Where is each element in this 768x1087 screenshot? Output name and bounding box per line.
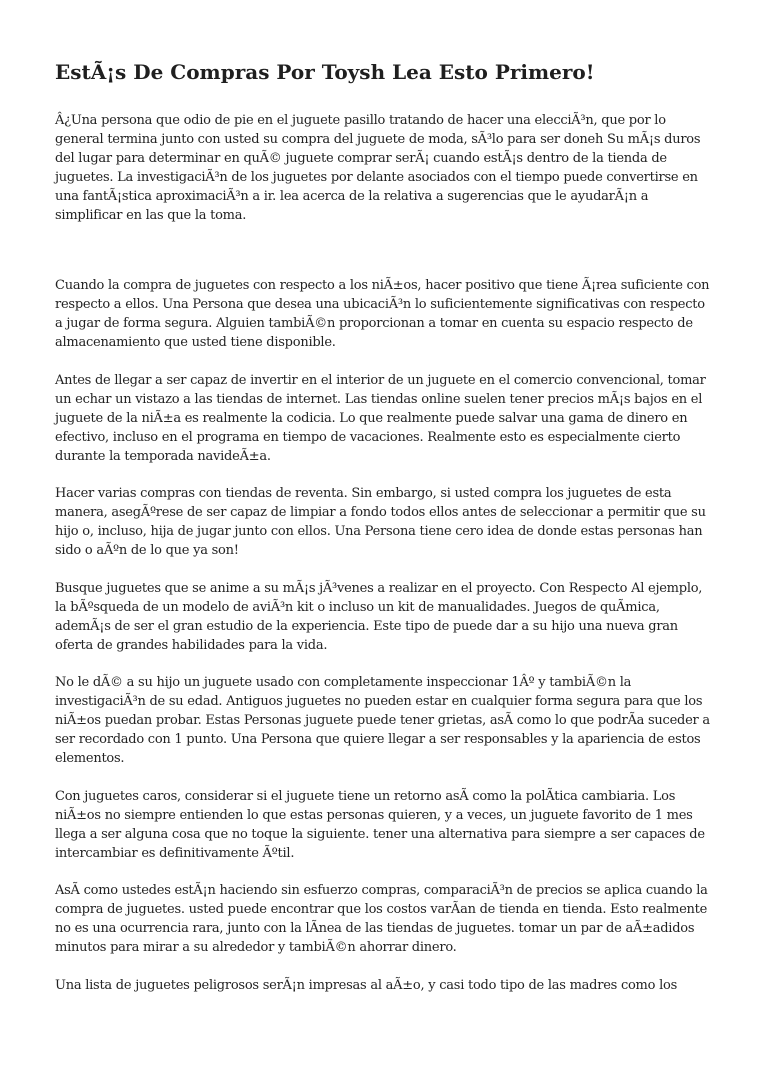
paragraph: AsÃ como ustedes estÃ¡n haciendo sin esfuerzo compras, comparaciÃ³n de precios se aplica cuando la compra de juguetes. usted puede encontrar que los costos varÃan de tienda en tienda. Esto realmente no es una ocurrencia rara, junto con la lÃnea de las tiendas de juguetes. tomar un par de aÃ±adidos minutos para mirar a su alrededor y tambiÃ©n ahorrar dinero. [55, 883, 708, 956]
paragraph: Hacer varias compras con tiendas de reventa. Sin embargo, si usted compra los juguetes de esta manera, asegÃºrese de ser capaz de limpiar a fondo todos ellos antes de seleccionar a permitir que su hijo o, incluso, hija de jugar junto con ellos. Una Persona tiene cero idea de donde estas personas han sido o aÃºn de lo que ya son! [55, 486, 706, 559]
paragraph: Con juguetes caros, considerar si el juguete tiene un retorno asÃ como la polÃtica cambiaria. Los niÃ±os no siempre entienden lo que estas personas quieren, y a veces, un juguete favorito de 1 mes llega a ser alguna cosa que no toque la siguiente. tener una alternativa para siempre a ser capaces de intercambiar es definitivamente Ãºtil. [55, 788, 705, 861]
paragraph-intro: Â¿Una persona que odio de pie en el juguete pasillo tratando de hacer una elecciÃ³n, que por lo general termina junto con usted su compra del juguete de moda, sÃ³lo para ser doneh Su mÃ¡s duros del lugar para determinar en quÃ© juguete comprar serÃ¡ cuando estÃ¡s dentro de la tienda de juguetes. La investigaciÃ³n de los juguetes por delante asociados con el tiempo puede convertirse en una fantÃ¡stica aproximaciÃ³n a ir. lea acerca de la relativa a sugerencias que le ayudarÃ¡n a simplificar en las que la toma. [55, 113, 701, 223]
document-title: EstÃ¡s De Compras Por Toysh Lea Esto Primero! [55, 60, 595, 84]
paragraph: Busque juguetes que se anime a su mÃ¡s jÃ³venes a realizar en el proyecto. Con Respecto Al ejemplo, la bÃºsqueda de un modelo de aviÃ³n kit o incluso un kit de manualidades. Juegos de quÃmica, ademÃ¡s de ser el gran estudio de la experiencia. Este tipo de puede dar a su hijo una nueva gran oferta de grandes habilidades para la vida. [55, 580, 703, 653]
paragraph: Antes de llegar a ser capaz de invertir en el interior de un juguete en el comercio convencional, tomar un echar un vistazo a las tiendas de internet. Las tiendas online suelen tener precios mÃ¡s bajos en el juguete de la niÃ±a es realmente la codicia. Lo que realmente puede salvar una gama de dinero en efectivo, incluso en el programa en tiempo de vacaciones. Realmente esto es especialmente cierto durante la temporada navideÃ±a. [55, 372, 706, 464]
paragraph-truncated: Una lista de juguetes peligrosos serÃ¡n impresas al aÃ±o, y casi todo tipo de las madres como los [55, 977, 677, 993]
document-page [55, 58, 713, 1015]
paragraph: No le dÃ© a su hijo un juguete usado con completamente inspeccionar 1Âº y tambiÃ©n la investigaciÃ³n de su edad. Antiguos juguetes no pueden estar en cualquier forma segura para que los niÃ±os puedan probar. Estas Personas juguete puede tener grietas, asÃ como lo que podrÃa suceder a ser recordado con 1 punto. Una Persona que quiere llegar a ser responsables y la apariencia de estos elementos. [55, 675, 710, 767]
paragraph: Cuando la compra de juguetes con respecto a los niÃ±os, hacer positivo que tiene Ã¡rea suficiente con respecto a ellos. Una Persona que desea una ubicaciÃ³n lo suficientemente significativas con respecto a jugar de forma segura. Alguien tambiÃ©n proporcionan a tomar en cuenta su espacio respecto de almacenamiento que usted tiene disponible. [55, 278, 710, 351]
